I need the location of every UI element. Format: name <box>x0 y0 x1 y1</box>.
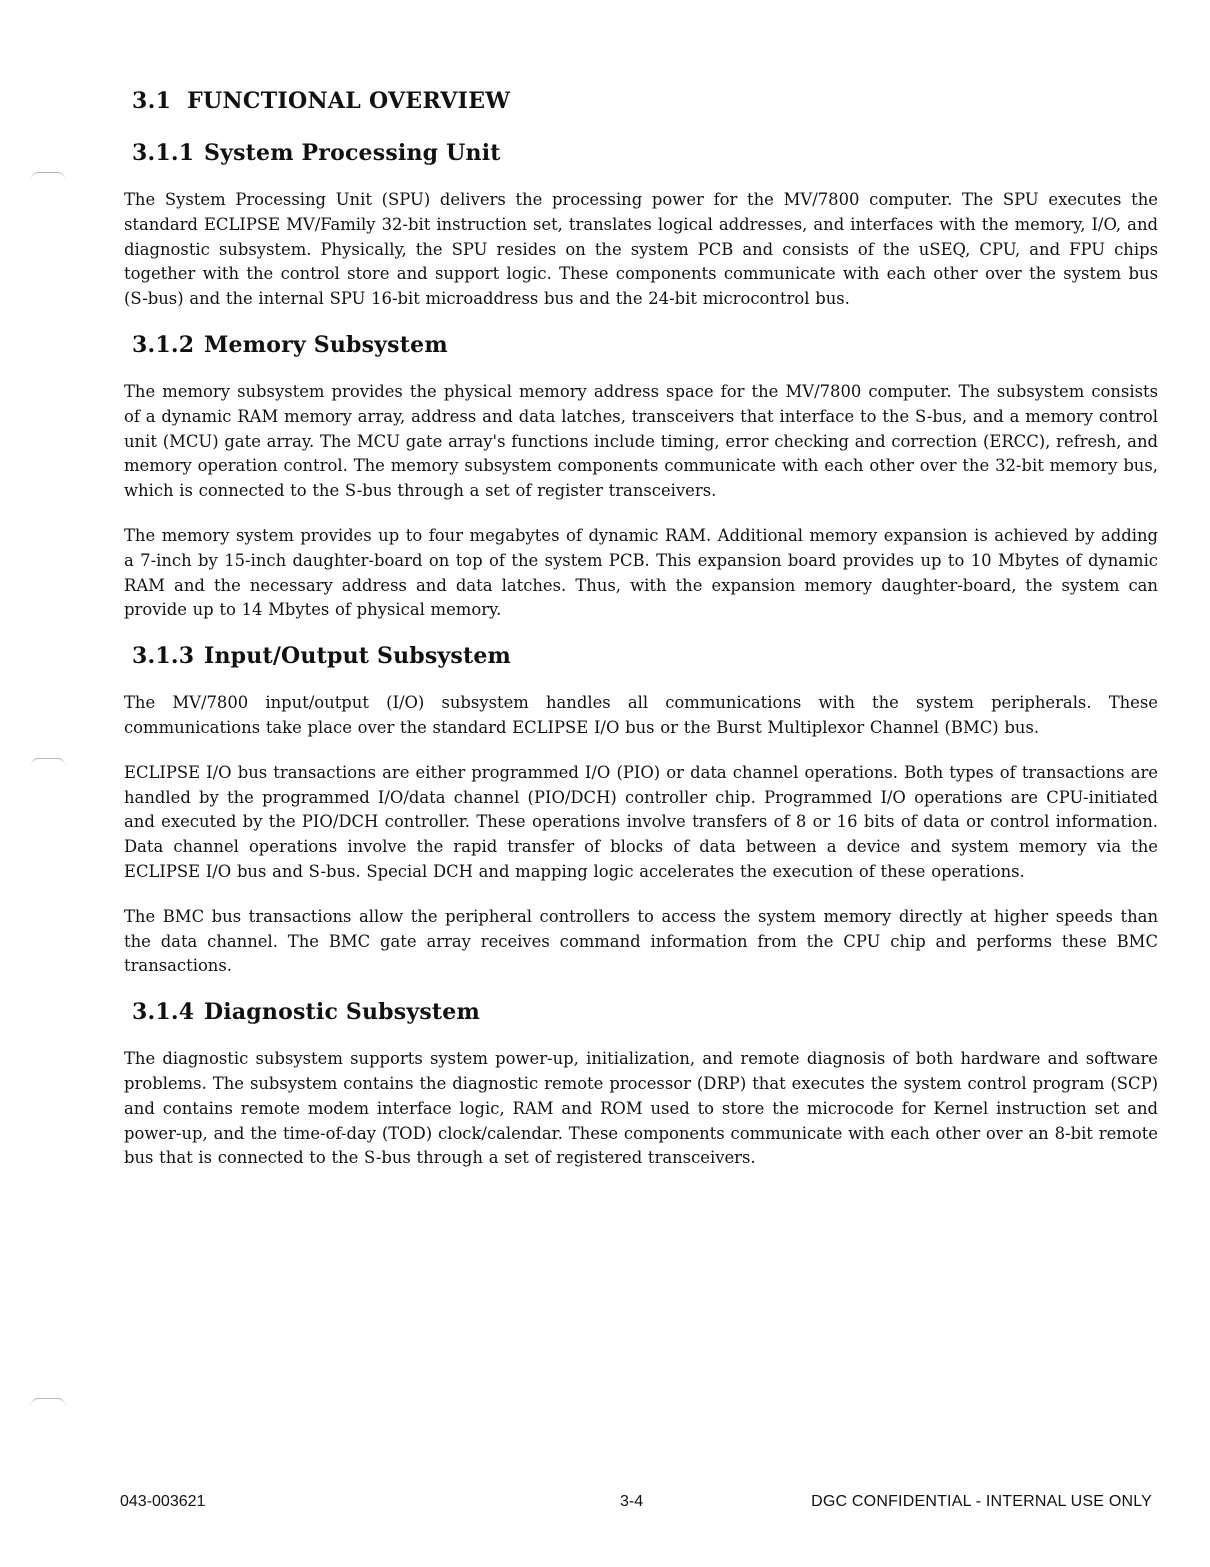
paragraph: The MV/7800 input/output (I/O) subsystem handles all communications with the system peripherals. These communications take place over the standard ECLIPSE I/O bus or the Burst Multiplexor Channel (BMC) bus. <box>124 693 1158 737</box>
section-heading <box>132 88 1158 114</box>
paragraph: The BMC bus transactions allow the peripheral controllers to access the system memory directly at higher speeds than the data channel. The BMC gate array receives command information from the CPU chip and performs these BMC transactions. <box>124 906 1158 976</box>
subsection-heading-diagnostic <box>132 999 1158 1025</box>
subsection-heading-spu <box>132 140 1158 166</box>
document-body <box>124 88 1158 1191</box>
section-number: 3.1 <box>132 88 172 114</box>
document-number: 043-003621 <box>120 1493 206 1510</box>
subsection-number: 3.1.3 <box>132 643 195 670</box>
paragraph: The System Processing Unit (SPU) delivers the processing power for the MV/7800 computer. The SPU executes the standard ECLIPSE MV/Family 32-bit instruction set, translates logical addresses, and interfaces with the memory, I/O, and diagnostic subsystem. Physically, the SPU resides on the system PCB and consists of the uSEQ, CPU, and FPU chips together with the control store and support logic. These components communicate with each other over the system bus (S-bus) and the internal SPU 16-bit microaddress bus and the 24-bit microcontrol bus. <box>124 190 1158 309</box>
paragraph: The memory subsystem provides the physical memory address space for the MV/7800 computer. The subsystem consists of a dynamic RAM memory array, address and data latches, transceivers that interface to the S-bus, and a memory control unit (MCU) gate array. The MCU gate array's functions include timing, error checking and correction (ERCC), refresh, and memory operation control. The memory subsystem components communicate with each other over the 32-bit memory bus, which is connected to the S-bus through a set of register transceivers. <box>124 381 1158 501</box>
subsection-number: 3.1.2 <box>132 331 195 358</box>
subsection-number: 3.1.1 <box>132 140 195 166</box>
punch-hole-mark <box>30 172 66 181</box>
subsection-title: System Processing Unit <box>204 140 501 166</box>
paragraph: The memory system provides up to four megabytes of dynamic RAM. Additional memory expansion is achieved by adding a 7-inch by 15-inch daughter-board on top of the system PCB. This expansion board provides up to 10 Mbytes of dynamic RAM and the necessary address and data latches. Thus, with the expansion memory daughter-board, the system can provide up to 14 Mbytes of physical memory. <box>124 525 1158 620</box>
page-number: 3-4 <box>620 1493 644 1510</box>
paragraph: ECLIPSE I/O bus transactions are either programmed I/O (PIO) or data channel operations. Both types of transactions are handled by the programmed I/O/data channel (PIO/DCH) controller chip. Programmed I/O operations are CPU-initiated and executed by the PIO/DCH controller. These operations involve transfers of 8 or 16 bits of data or control information. Data channel operations involve the rapid transfer of blocks of data between a device and system memory via the ECLIPSE I/O bus and S-bus. Special DCH and mapping logic accelerates the execution of these operations. <box>124 762 1158 881</box>
page-footer <box>120 1493 1152 1515</box>
section-title: FUNCTIONAL OVERVIEW <box>187 88 511 114</box>
punch-hole-mark <box>30 1398 66 1407</box>
subsection-number: 3.1.4 <box>132 999 195 1026</box>
subsection-heading-io <box>132 643 1158 669</box>
subsection-title: Diagnostic Subsystem <box>204 999 480 1026</box>
confidentiality-notice: DGC CONFIDENTIAL - INTERNAL USE ONLY <box>811 1493 1152 1510</box>
subsection-heading-memory <box>132 332 1158 358</box>
subsection-title: Input/Output Subsystem <box>204 643 512 670</box>
paragraph: The diagnostic subsystem supports system power-up, initialization, and remote diagnosis of both hardware and software problems. The subsystem contains the diagnostic remote processor (DRP) that executes the system control program (SCP) and contains remote modem interface logic, RAM and ROM used to store the microcode for Kernel instruction set and power-up, and the time-of-day (TOD) clock/calendar. These components communicate with each other over an 8-bit remote bus that is connected to the S-bus through a set of registered transceivers. <box>124 1049 1158 1168</box>
subsection-title: Memory Subsystem <box>204 331 448 358</box>
punch-hole-mark <box>30 758 66 767</box>
